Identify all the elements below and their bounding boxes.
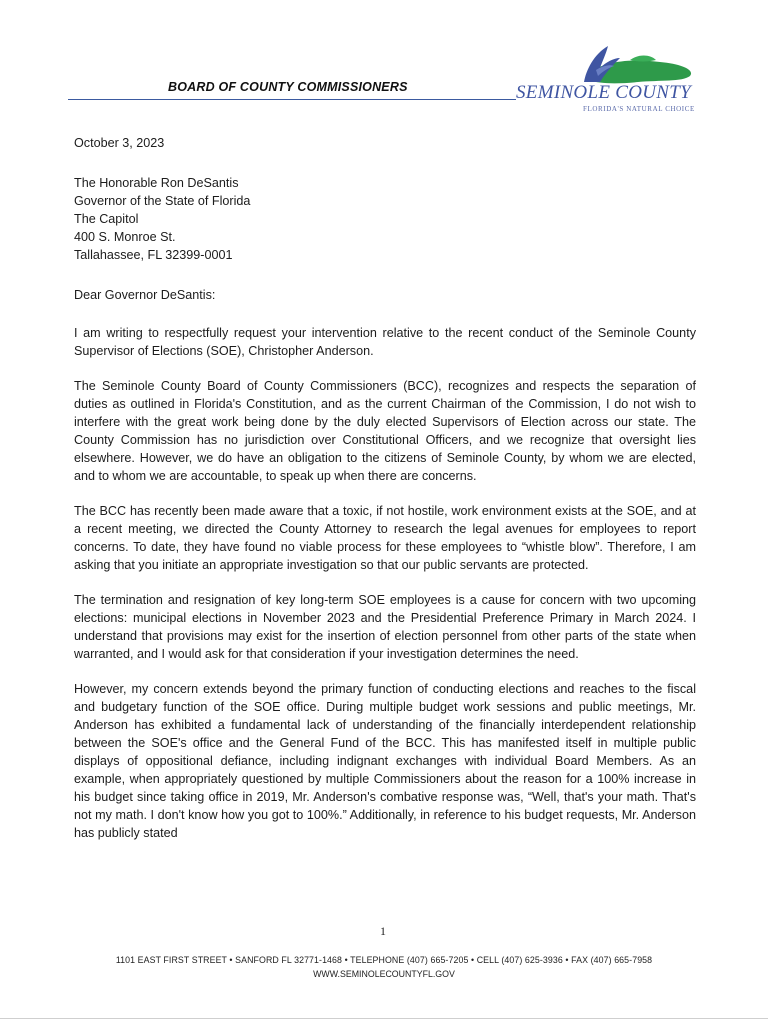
- recipient-line: The Capitol: [74, 212, 139, 226]
- logo-wordmark: SEMINOLE COUNTY: [516, 82, 691, 103]
- body-paragraph: The termination and resignation of key long-term SOE employees is a cause for concern with two upcoming elections: municipal elections in November 2023 and the Presidential Preference Primary in March 2024. I understand that provisions may exist for the insertion of election personnel from other parts of the state when warranted, and I would ask for that consideration if your investigation determines the need.: [74, 593, 696, 661]
- board-title: BOARD OF COUNTY COMMISSIONERS: [168, 80, 408, 94]
- recipient-line: Tallahassee, FL 32399-0001: [74, 248, 233, 262]
- footer-website-link[interactable]: WWW.SEMINOLECOUNTYFL.GOV: [313, 969, 455, 979]
- recipient-line: 400 S. Monroe St.: [74, 230, 176, 244]
- page-edge-divider: [0, 1018, 768, 1019]
- recipient-line: The Honorable Ron DeSantis: [74, 176, 239, 190]
- body-paragraph: The BCC has recently been made aware that a toxic, if not hostile, work environment exists at the SOE, and at a recent meeting, we directed the County Attorney to research the legal avenues for employees to report concerns. To date, they have found no viable process for these employees to “whistle blow”. Therefore, I am asking that you initiate an appropriate investigation so that our public servants are protected.: [74, 504, 696, 572]
- logo-tagline: FLORIDA'S NATURAL CHOICE: [583, 105, 695, 113]
- recipient-line: Governor of the State of Florida: [74, 194, 251, 208]
- salutation: Dear Governor DeSantis:: [74, 288, 216, 302]
- body-paragraph: The Seminole County Board of County Commissioners (BCC), recognizes and respects the separation of duties as outlined in Florida's Constitution, and as the current Chairman of the Commission, I do not wish to interfere with the great work being done by the duly elected Supervisors of Election across our state. The County Commission has no jurisdiction over Constitutional Officers, and we recognize that oversight lies elsewhere. However, we do have an obligation to the citizens of Seminole County, by whom we are elected, and to whom we are accountable, to speak up when there are concerns.: [74, 379, 696, 483]
- letter-date: October 3, 2023: [74, 136, 165, 150]
- recipient-address: [74, 174, 696, 264]
- header-rule: [68, 99, 516, 100]
- page-number: 1: [380, 924, 386, 938]
- body-paragraph: I am writing to respectfully request your intervention relative to the recent conduct of the Seminole County Supervisor of Elections (SOE), Christopher Anderson.: [74, 326, 696, 358]
- body-paragraph: However, my concern extends beyond the primary function of conducting elections and reaches to the fiscal and budgetary function of the SOE office. During multiple budget work sessions and public meetings, Mr. Anderson has exhibited a fundamental lack of understanding of the financially interdependent relationship between the SOE's office and the General Fund of the BCC. This has manifested itself in multiple public displays of oppositional defiance, including indignant exchanges with individual Board Members. As an example, when appropriately questioned by multiple Commissioners about the reason for a 100% increase in his budget since taking office in 2019, Mr. Anderson's combative response was, “Well, that's your math. That's not my math. I don't know how you got to 100%.” Additionally, in reference to his budget requests, Mr. Anderson has publicly stated: [74, 682, 696, 840]
- letterhead: [0, 0, 768, 130]
- letter-body: [74, 134, 696, 859]
- footer-address: 1101 EAST FIRST STREET • SANFORD FL 32771-1468 • TELEPHONE (407) 665-7205 • CELL (407) 625-3936 • FAX (407) 665-7958: [115, 955, 653, 965]
